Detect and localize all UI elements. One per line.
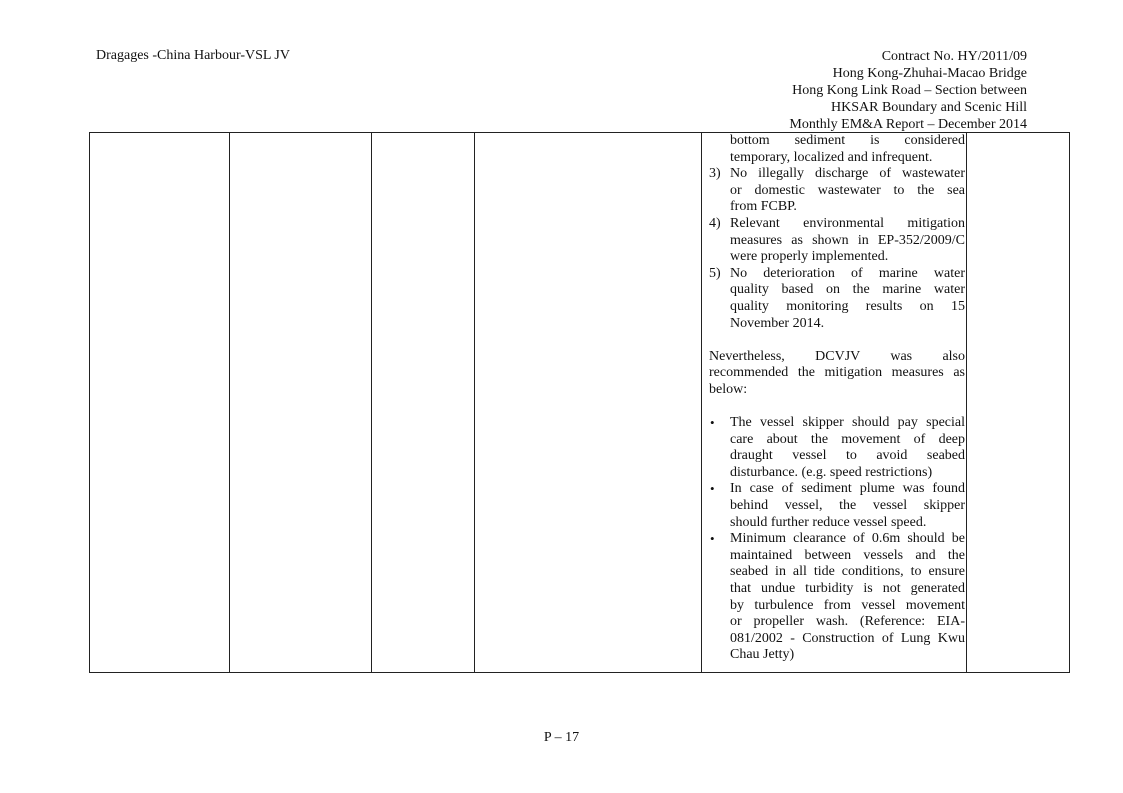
column-divider (701, 133, 702, 672)
item-number: 4) (709, 215, 721, 231)
text-line: behind vessel, the vessel skipper (730, 498, 965, 514)
report-title: Monthly EM&A Report – December 2014 (789, 117, 1027, 132)
text-line: In case of sediment plume was found (730, 481, 965, 497)
section-line-2: HKSAR Boundary and Scenic Hill (831, 100, 1027, 115)
text-line: or domestic wastewater to the sea (730, 182, 965, 198)
company-name: Dragages -China Harbour-VSL JV (96, 48, 290, 63)
text-line: or propeller wash. (Reference: EIA- (730, 614, 965, 630)
page-number: P – 17 (543, 730, 580, 745)
text-line: seabed in all tide conditions, to ensure (730, 564, 965, 580)
text-line: recommended the mitigation measures as (709, 365, 965, 381)
text-line: draught vessel to avoid seabed (730, 448, 965, 464)
column-divider (474, 133, 475, 672)
item-number: 3) (709, 166, 721, 182)
column-divider (966, 133, 967, 672)
text-line: below: (709, 381, 748, 397)
text-line: No deterioration of marine water (730, 265, 965, 281)
bullet-icon: • (710, 481, 715, 497)
text-line: should further reduce vessel speed. (730, 514, 927, 530)
section-line-1: Hong Kong Link Road – Section between (792, 83, 1027, 98)
column-divider (229, 133, 230, 672)
text-line: The vessel skipper should pay special (730, 415, 965, 431)
text-line: November 2014. (730, 315, 825, 331)
text-line: Chau Jetty) (730, 647, 795, 663)
text-line: temporary, localized and infrequent. (730, 149, 933, 165)
text-line: were properly implemented. (730, 249, 889, 265)
text-line: measures as shown in EP-352/2009/C (730, 232, 965, 248)
nevertheless-paragraph (709, 349, 965, 399)
text-line: care about the movement of deep (730, 431, 965, 447)
document-header (789, 48, 1027, 133)
text-line: quality based on the marine water (730, 282, 965, 298)
numbered-item (709, 216, 965, 266)
text-line: by turbulence from vessel movement (730, 597, 965, 613)
report-table (89, 132, 1070, 673)
column-divider (371, 133, 372, 672)
bullet-item (709, 481, 965, 531)
text-line: Relevant environmental mitigation (730, 215, 965, 231)
contract-number: Contract No. HY/2011/09 (881, 49, 1027, 64)
project-name: Hong Kong-Zhuhai-Macao Bridge (832, 66, 1027, 81)
text-line: bottom sediment is considered (730, 133, 965, 148)
text-line: Nevertheless, DCVJV was also (709, 348, 965, 364)
text-line: 081/2002 - Construction of Lung Kwu (730, 630, 965, 646)
text-line: from FCBP. (730, 199, 797, 215)
item-number: 5) (709, 265, 721, 281)
text-line: that undue turbidity is not generated (730, 581, 965, 597)
text-line: disturbance. (e.g. speed restrictions) (730, 464, 933, 480)
numbered-item (709, 266, 965, 332)
text-line: No illegally discharge of wastewater (730, 166, 965, 182)
text-line: Minimum clearance of 0.6m should be (730, 531, 965, 547)
text-line: quality monitoring results on 15 (730, 298, 965, 314)
bullet-item (709, 415, 965, 481)
bullet-icon: • (710, 531, 715, 547)
text-line: maintained between vessels and the (730, 547, 965, 563)
bullet-item (709, 531, 965, 664)
numbered-item (709, 166, 965, 216)
bullet-icon: • (710, 415, 715, 431)
intro-paragraph (709, 133, 965, 166)
observation-cell (709, 133, 965, 664)
